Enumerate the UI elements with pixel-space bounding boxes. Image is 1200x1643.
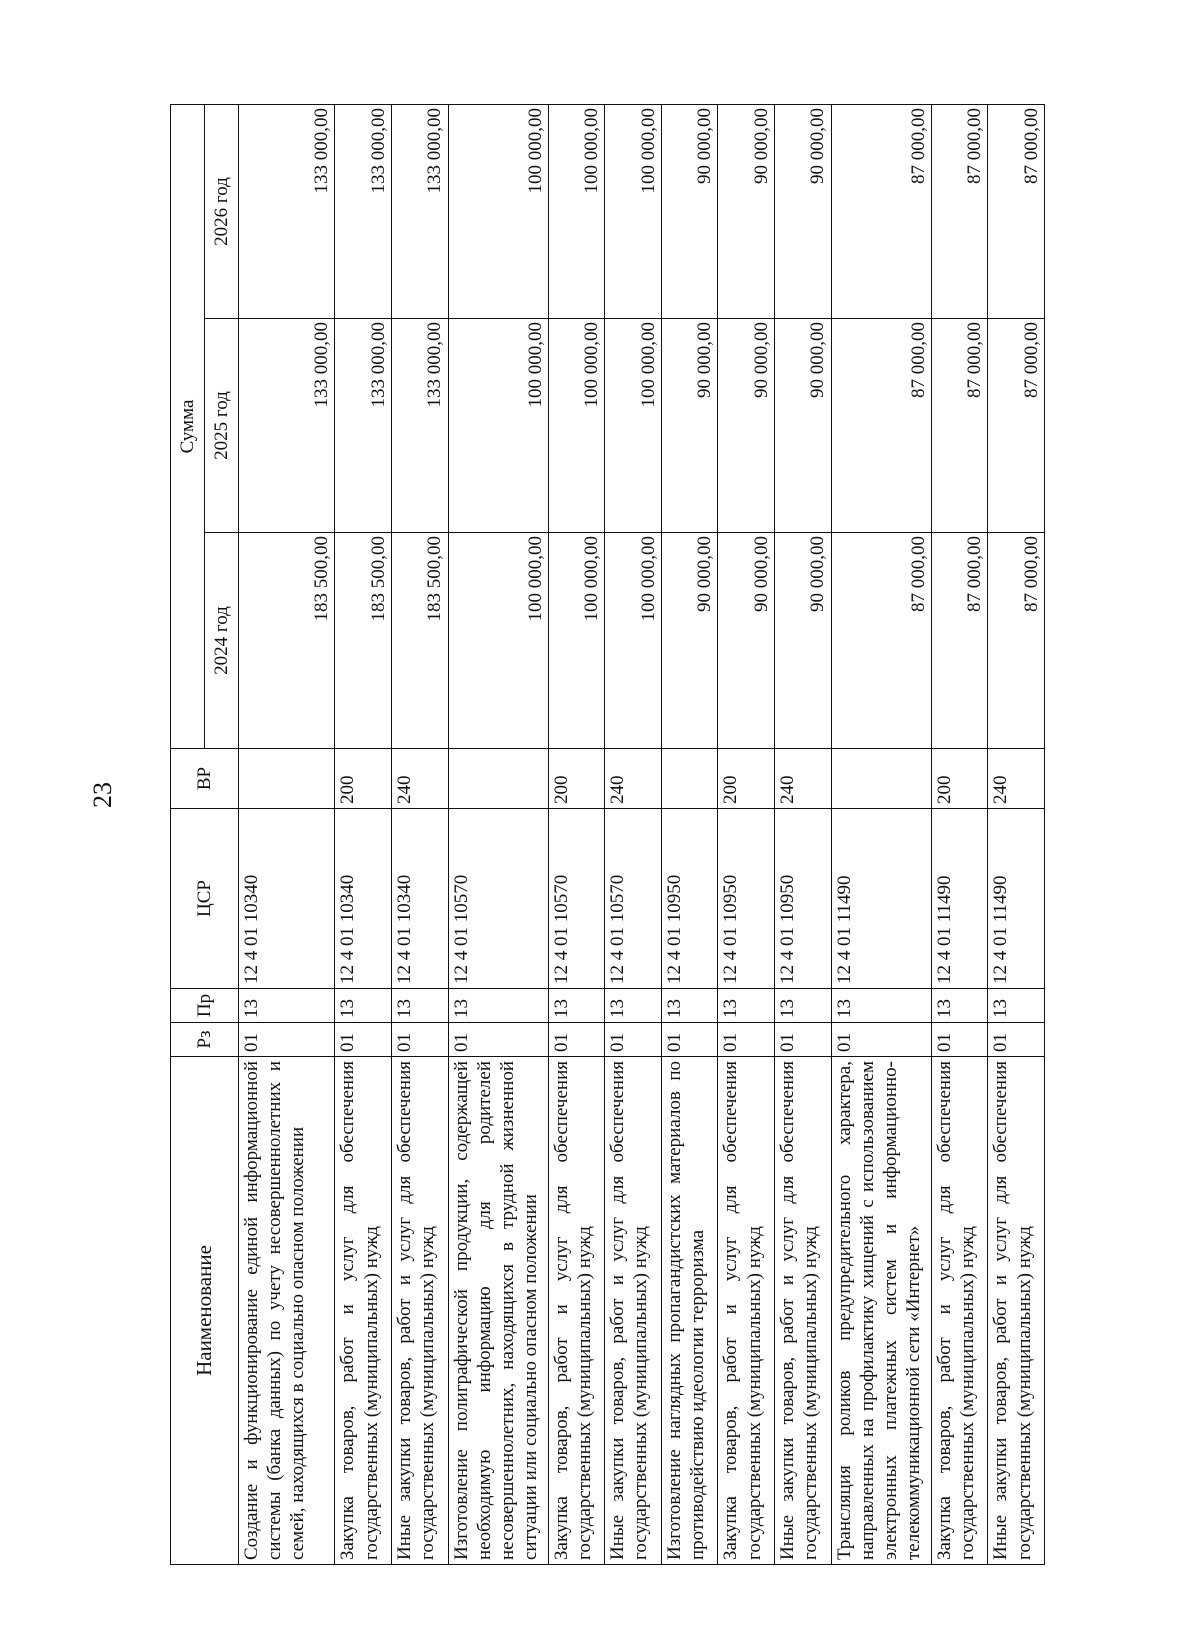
- cell-pr: 13: [931, 989, 988, 1023]
- cell-name: Иные закупки товаров, работ и услуг для обеспечения государственных (муниципальных) нужд: [774, 1057, 831, 1565]
- cell-2025: 100 000,00: [605, 319, 662, 533]
- cell-pr: 13: [605, 989, 662, 1023]
- cell-2024: 90 000,00: [718, 533, 775, 749]
- header-rz: Рз: [171, 1023, 239, 1057]
- cell-csr: 12 4 01 10340: [391, 809, 448, 989]
- cell-rz: 01: [661, 1023, 718, 1057]
- cell-2026: 90 000,00: [774, 105, 831, 319]
- cell-pr: 13: [239, 989, 335, 1023]
- cell-2026: 133 000,00: [335, 105, 392, 319]
- cell-2024: 90 000,00: [661, 533, 718, 749]
- cell-csr: 12 4 01 10950: [661, 809, 718, 989]
- cell-vr: 240: [605, 749, 662, 809]
- cell-2024: 183 500,00: [391, 533, 448, 749]
- cell-2026: 87 000,00: [988, 105, 1045, 319]
- cell-2026: 133 000,00: [239, 105, 335, 319]
- cell-rz: 01: [774, 1023, 831, 1057]
- header-2026: 2026 год: [205, 105, 239, 319]
- header-vr: ВР: [171, 749, 239, 809]
- header-name: Наименование: [171, 1057, 239, 1565]
- cell-2025: 133 000,00: [391, 319, 448, 533]
- budget-table: [170, 104, 1045, 1565]
- page-number: 23: [88, 782, 117, 808]
- header-row-1: [171, 105, 205, 1565]
- cell-2024: 100 000,00: [548, 533, 605, 749]
- cell-2024: 100 000,00: [448, 533, 548, 749]
- cell-name: Изготовление полиграфической продукции, содержащей необходимую информацию для родителей несовершеннолетних, находящихся в трудной жизненной ситуации или социально опасном положении: [448, 1057, 548, 1565]
- cell-pr: 13: [391, 989, 448, 1023]
- cell-csr: 12 4 01 11490: [988, 809, 1045, 989]
- cell-name: Изготовление наглядных пропагандистских материалов по противодействию идеологии терроризма: [661, 1057, 718, 1565]
- table-row: [774, 105, 831, 1565]
- cell-2026: 87 000,00: [831, 105, 931, 319]
- rotated-table-container: [170, 105, 1045, 1565]
- cell-pr: 13: [718, 989, 775, 1023]
- cell-csr: 12 4 01 11490: [931, 809, 988, 989]
- cell-2026: 100 000,00: [448, 105, 548, 319]
- cell-2025: 133 000,00: [335, 319, 392, 533]
- cell-2025: 90 000,00: [718, 319, 775, 533]
- cell-rz: 01: [239, 1023, 335, 1057]
- cell-vr: 240: [391, 749, 448, 809]
- cell-pr: 13: [988, 989, 1045, 1023]
- table-row: [718, 105, 775, 1565]
- cell-2024: 183 500,00: [335, 533, 392, 749]
- header-csr: ЦСР: [171, 809, 239, 989]
- cell-pr: 13: [548, 989, 605, 1023]
- cell-rz: 01: [988, 1023, 1045, 1057]
- cell-2026: 133 000,00: [391, 105, 448, 319]
- cell-2024: 87 000,00: [931, 533, 988, 749]
- cell-rz: 01: [548, 1023, 605, 1057]
- cell-name: Иные закупки товаров, работ и услуг для обеспечения государственных (муниципальных) нужд: [391, 1057, 448, 1565]
- cell-2024: 183 500,00: [239, 533, 335, 749]
- table-row: [391, 105, 448, 1565]
- cell-2024: 87 000,00: [988, 533, 1045, 749]
- header-2025: 2025 год: [205, 319, 239, 533]
- cell-2026: 90 000,00: [661, 105, 718, 319]
- cell-rz: 01: [931, 1023, 988, 1057]
- cell-2025: 100 000,00: [548, 319, 605, 533]
- table-body: [239, 105, 1045, 1565]
- cell-pr: 13: [661, 989, 718, 1023]
- table-row: [448, 105, 548, 1565]
- cell-name: Иные закупки товаров, работ и услуг для обеспечения государственных (муниципальных) нужд: [988, 1057, 1045, 1565]
- cell-csr: 12 4 01 10570: [605, 809, 662, 989]
- rotated-table-frame: [170, 105, 1045, 1565]
- header-2024: 2024 год: [205, 533, 239, 749]
- cell-2024: 87 000,00: [831, 533, 931, 749]
- table-row: [335, 105, 392, 1565]
- cell-2025: 90 000,00: [774, 319, 831, 533]
- cell-name: Закупка товаров, работ и услуг для обеспечения государственных (муниципальных) нужд: [335, 1057, 392, 1565]
- cell-csr: 12 4 01 10570: [548, 809, 605, 989]
- cell-name: Закупка товаров, работ и услуг для обеспечения государственных (муниципальных) нужд: [931, 1057, 988, 1565]
- table-row: [988, 105, 1045, 1565]
- cell-pr: 13: [448, 989, 548, 1023]
- cell-csr: 12 4 01 10950: [718, 809, 775, 989]
- cell-name: Закупка товаров, работ и услуг для обеспечения государственных (муниципальных) нужд: [718, 1057, 775, 1565]
- cell-2025: 133 000,00: [239, 319, 335, 533]
- cell-rz: 01: [335, 1023, 392, 1057]
- cell-2026: 90 000,00: [718, 105, 775, 319]
- cell-vr: [448, 749, 548, 809]
- cell-rz: 01: [391, 1023, 448, 1057]
- cell-2026: 100 000,00: [548, 105, 605, 319]
- cell-rz: 01: [831, 1023, 931, 1057]
- cell-2025: 87 000,00: [988, 319, 1045, 533]
- table-row: [661, 105, 718, 1565]
- cell-2025: 90 000,00: [661, 319, 718, 533]
- cell-vr: 200: [335, 749, 392, 809]
- cell-name: Создание и функционирование единой информационной системы (банка данных) по учету несовершеннолетних и семей, находящихся в социально опасном положении: [239, 1057, 335, 1565]
- cell-name: Закупка товаров, работ и услуг для обеспечения государственных (муниципальных) нужд: [548, 1057, 605, 1565]
- cell-2024: 100 000,00: [605, 533, 662, 749]
- cell-vr: [831, 749, 931, 809]
- cell-2025: 87 000,00: [931, 319, 988, 533]
- cell-vr: 240: [774, 749, 831, 809]
- header-pr: Пр: [171, 989, 239, 1023]
- cell-csr: 12 4 01 11490: [831, 809, 931, 989]
- cell-pr: 13: [774, 989, 831, 1023]
- cell-vr: 240: [988, 749, 1045, 809]
- cell-rz: 01: [448, 1023, 548, 1057]
- cell-vr: 200: [931, 749, 988, 809]
- cell-pr: 13: [831, 989, 931, 1023]
- cell-2024: 90 000,00: [774, 533, 831, 749]
- cell-2025: 87 000,00: [831, 319, 931, 533]
- table-row: [548, 105, 605, 1565]
- cell-vr: [661, 749, 718, 809]
- cell-name: Трансляция роликов предупредительного характера, направленных на профилактику хищений с использованием электронных платежных систем и информационно-телекоммуникационной сети «Интернет»: [831, 1057, 931, 1565]
- cell-vr: 200: [718, 749, 775, 809]
- table-row: [239, 105, 335, 1565]
- cell-rz: 01: [605, 1023, 662, 1057]
- cell-csr: 12 4 01 10950: [774, 809, 831, 989]
- cell-csr: 12 4 01 10570: [448, 809, 548, 989]
- cell-2026: 87 000,00: [931, 105, 988, 319]
- cell-rz: 01: [718, 1023, 775, 1057]
- header-sum: Сумма: [171, 105, 205, 749]
- table-row: [605, 105, 662, 1565]
- cell-pr: 13: [335, 989, 392, 1023]
- cell-2026: 100 000,00: [605, 105, 662, 319]
- cell-vr: [239, 749, 335, 809]
- cell-name: Иные закупки товаров, работ и услуг для обеспечения государственных (муниципальных) нужд: [605, 1057, 662, 1565]
- cell-vr: 200: [548, 749, 605, 809]
- table-row: [931, 105, 988, 1565]
- cell-csr: 12 4 01 10340: [239, 809, 335, 989]
- cell-2025: 100 000,00: [448, 319, 548, 533]
- cell-csr: 12 4 01 10340: [335, 809, 392, 989]
- table-row: [831, 105, 931, 1565]
